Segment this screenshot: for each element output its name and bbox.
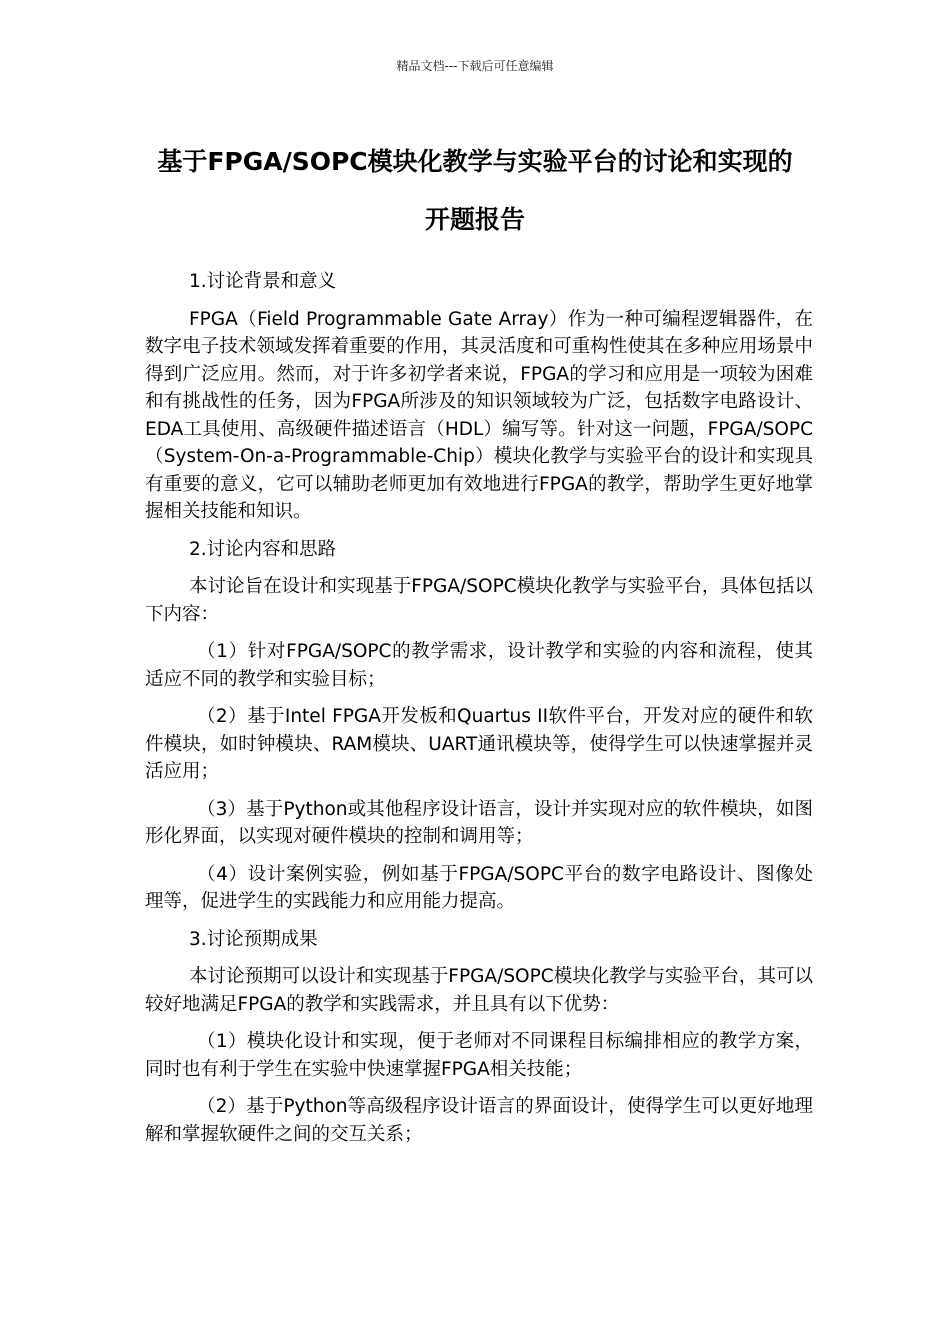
section-heading-1: 1.讨论背景和意义 xyxy=(189,271,337,292)
document-body xyxy=(145,268,813,1158)
section-heading-3: 3.讨论预期成果 xyxy=(189,928,318,950)
section-2-item-1: （1）针对FPGA/SOPC的教学需求，设计教学和实验的内容和流程，使其适应不同的教学和实验目标； xyxy=(145,641,813,690)
document-title: 基于FPGA/SOPC模块化教学与实验平台的讨论和实现的开题报告 xyxy=(157,147,793,234)
section-3-intro: 本讨论预期可以设计和实现基于FPGA/SOPC模块化教学与实验平台，其可以较好地满足FPGA的教学和实践需求，并且具有以下优势： xyxy=(145,966,813,1015)
section-3-item-1: （1）模块化设计和实现，便于老师对不同课程目标编排相应的教学方案，同时也有利于学生在实验中快速掌握FPGA相关技能； xyxy=(145,1031,813,1080)
section-2-intro: 本讨论旨在设计和实现基于FPGA/SOPC模块化教学与实验平台，具体包括以下内容： xyxy=(145,576,813,625)
section-1-paragraph: FPGA（Field Programmable Gate Array）作为一种可编程逻辑器件，在数字电子技术领域发挥着重要的作用，其灵活度和可重构性使其在多种应用场景中得到广泛应用。然而，对于许多初学者来说，FPGA的学习和应用是一项较为困难和有挑战性的任务，因为FPGA所涉及的知识领域较为广泛，包括数字电路设计、EDA工具使用、高级硬件描述语言（HDL）编写等。针对这一问题，FPGA/SOPC（System-On-a-Programmable-Chip）模块化教学与实验平台的设计和实现具有重要的意义，它可以辅助老师更加有效地进行FPGA的教学，帮助学生更好地掌握相关技能和知识。 xyxy=(145,308,813,522)
section-3-item-2: （2）基于Python等高级程序设计语言的界面设计，使得学生可以更好地理解和掌握软硬件之间的交互关系； xyxy=(145,1096,813,1145)
section-2-item-4: （4）设计案例实验，例如基于FPGA/SOPC平台的数字电路设计、图像处理等，促进学生的实践能力和应用能力提高。 xyxy=(145,863,813,912)
header-note: 精品文档---下载后可任意编辑 xyxy=(396,59,554,73)
section-2-item-3: （3）基于Python或其他程序设计语言，设计并实现对应的软件模块，如图形化界面，以实现对硬件模块的控制和调用等； xyxy=(145,798,813,847)
section-heading-2: 2.讨论内容和思路 xyxy=(189,538,337,560)
section-2-item-2: （2）基于Intel FPGA开发板和Quartus II软件平台，开发对应的硬件和软件模块，如时钟模块、RAM模块、UART通讯模块等，使得学生可以快速掌握并灵活应用； xyxy=(145,706,813,782)
